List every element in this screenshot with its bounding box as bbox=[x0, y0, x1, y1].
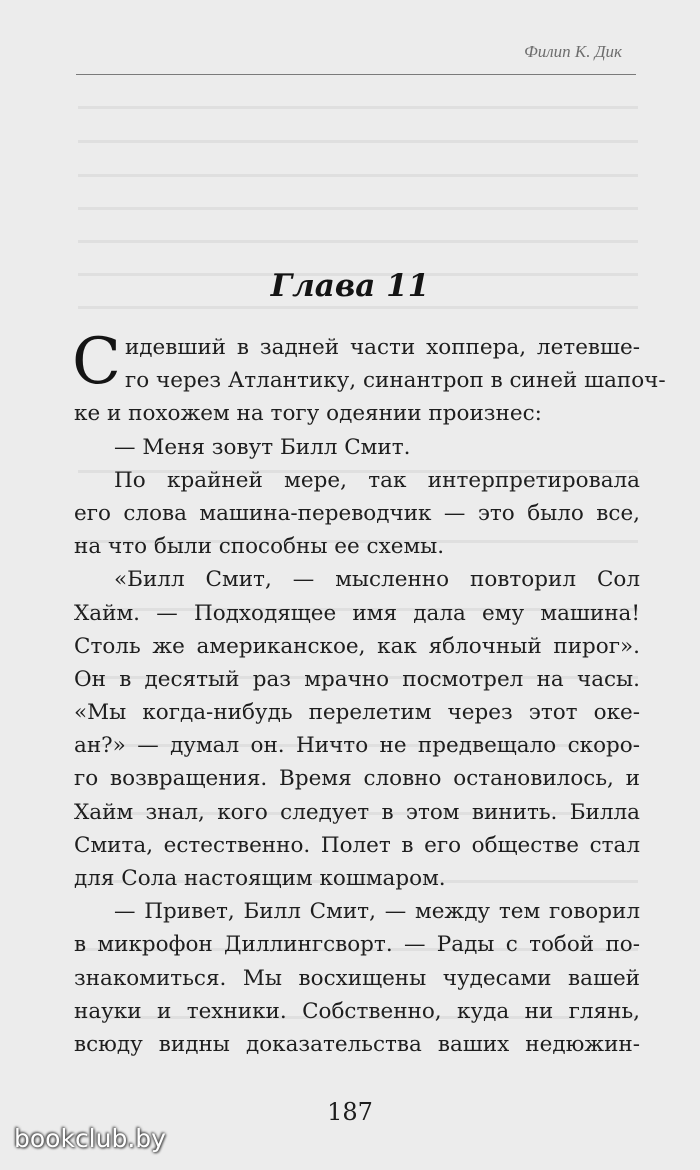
text-line: Он в десятый раз мрачно посмотрел на часы. bbox=[74, 666, 640, 692]
text-line: Хайм знал, кого следует в этом винить. Билла bbox=[74, 799, 640, 825]
text-line: его слова машина-переводчик — это было все, bbox=[74, 500, 640, 526]
body-text bbox=[72, 325, 666, 1061]
text-line: ке и похожем на тогу одеянии произнес: bbox=[74, 401, 542, 427]
text-line: знакомиться. Мы восхищены чудесами вашей bbox=[74, 965, 640, 991]
text-line: — Привет, Билл Смит, — между тем говорил bbox=[114, 899, 640, 925]
text-line: го через Атлантику, синантроп в синей шапоч- bbox=[124, 368, 666, 394]
text-line: Хайм. — Подходящее имя дала ему машина! bbox=[74, 600, 640, 626]
chapter-title: Глава 11 bbox=[270, 268, 430, 304]
text-line: Столь же американское, как яблочный пирог». bbox=[74, 633, 640, 659]
text-line: — Меня зовут Билл Смит. bbox=[114, 434, 411, 460]
text-line: всюду видны доказательства ваших недюжин- bbox=[74, 1031, 640, 1057]
text-line: «Билл Смит, — мысленно повторил Сол bbox=[114, 567, 640, 593]
watermark-logo: bookclub.by bbox=[14, 1124, 166, 1153]
header-rule bbox=[76, 74, 636, 75]
text-line: идевший в задней части хоппера, летевше- bbox=[124, 335, 640, 360]
text-line: на что были способны ее схемы. bbox=[74, 534, 445, 560]
text-line: го возвращения. Время словно остановилось, и bbox=[74, 766, 640, 792]
page-number: 187 bbox=[327, 1098, 373, 1126]
text-line: По крайней мере, так интерпретировала bbox=[114, 467, 640, 493]
text-line: для Сола настоящим кошмаром. bbox=[74, 866, 446, 891]
drop-cap: С bbox=[72, 325, 121, 399]
text-line: в микрофон Диллингсворт. — Рады с тобой по- bbox=[74, 932, 640, 958]
text-line: «Мы когда-нибудь перелетим через этот оке- bbox=[74, 700, 640, 726]
running-head: Филип К. Дик bbox=[524, 42, 622, 61]
text-line: науки и техники. Собственно, куда ни глянь, bbox=[74, 998, 640, 1024]
text-line: ан?» — думал он. Ничто не предвещало скоро- bbox=[74, 733, 640, 759]
text-line: Смита, естественно. Полет в его обществе стал bbox=[74, 832, 640, 858]
